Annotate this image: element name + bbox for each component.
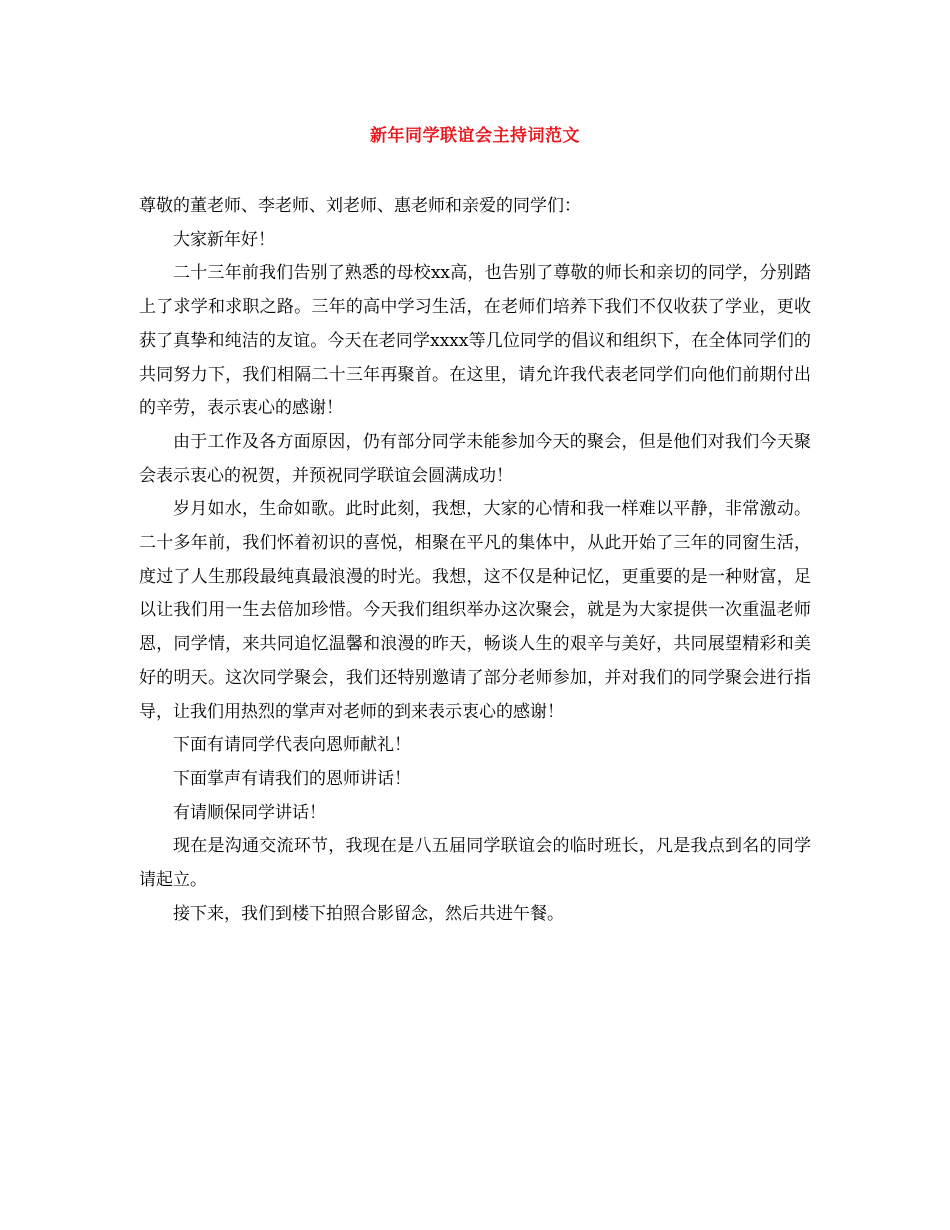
paragraph-gift-to-teachers: 下面有请同学代表向恩师献礼！ <box>173 735 411 756</box>
document-title: 新年同学联谊会主持词范文 <box>370 126 580 146</box>
paragraph-roll-call: 现在是沟通交流环节，我现在是八五届同学联谊会的临时班长，凡是我点到名的同学请起立。 <box>139 836 811 891</box>
paragraph-reunion: 二十三年前我们告别了熟悉的母校xx高，也告别了尊敬的师长和亲切的同学，分别踏上了求学和求职之路。三年的高中学习生活，在老师们培养下我们不仅收获了学业，更收获了真挚和纯洁的友谊。今天在老同学xxxx等几位同学的倡议和组织下，在全体同学们的共同努力下，我们相隔二十三年再聚首。在这里，请允许我代表老同学们向他们前期付出的辛劳，表示衷心的感谢！ <box>139 263 811 419</box>
paragraph-photo-lunch: 接下来，我们到楼下拍照合影留念，然后共进午餐。 <box>173 903 564 924</box>
paragraph-absent-classmates: 由于工作及各方面原因，仍有部分同学未能参加今天的聚会，但是他们对我们今天聚会表示衷心的祝贺，并预祝同学联谊会圆满成功！ <box>139 431 811 486</box>
paragraph-greeting: 大家新年好！ <box>173 229 275 250</box>
document-body <box>139 190 811 931</box>
paragraph-memories: 岁月如水，生命如歌。此时此刻，我想，大家的心情和我一样难以平静，非常激动。二十多年前，我们怀着初识的喜悦，相聚在平凡的集体中，从此开始了三年的同窗生活，度过了人生那段最纯真最浪漫的时光。我想，这不仅是种记忆，更重要的是一种财富，足以让我们用一生去倍加珍惜。今天我们组织举办这次聚会，就是为大家提供一次重温老师恩，同学情，来共同追忆温馨和浪漫的昨天，畅谈人生的艰辛与美好，共同展望精彩和美好的明天。这次同学聚会，我们还特别邀请了部分老师参加，并对我们的同学聚会进行指导，让我们用热烈的掌声对老师的到来表示衷心的感谢！ <box>139 499 811 722</box>
salutation: 尊敬的董老师、李老师、刘老师、惠老师和亲爱的同学们： <box>139 196 581 216</box>
paragraph-classmate-speech: 有请顺保同学讲话！ <box>173 802 326 823</box>
paragraph-teacher-speech: 下面掌声有请我们的恩师讲话！ <box>173 768 411 789</box>
